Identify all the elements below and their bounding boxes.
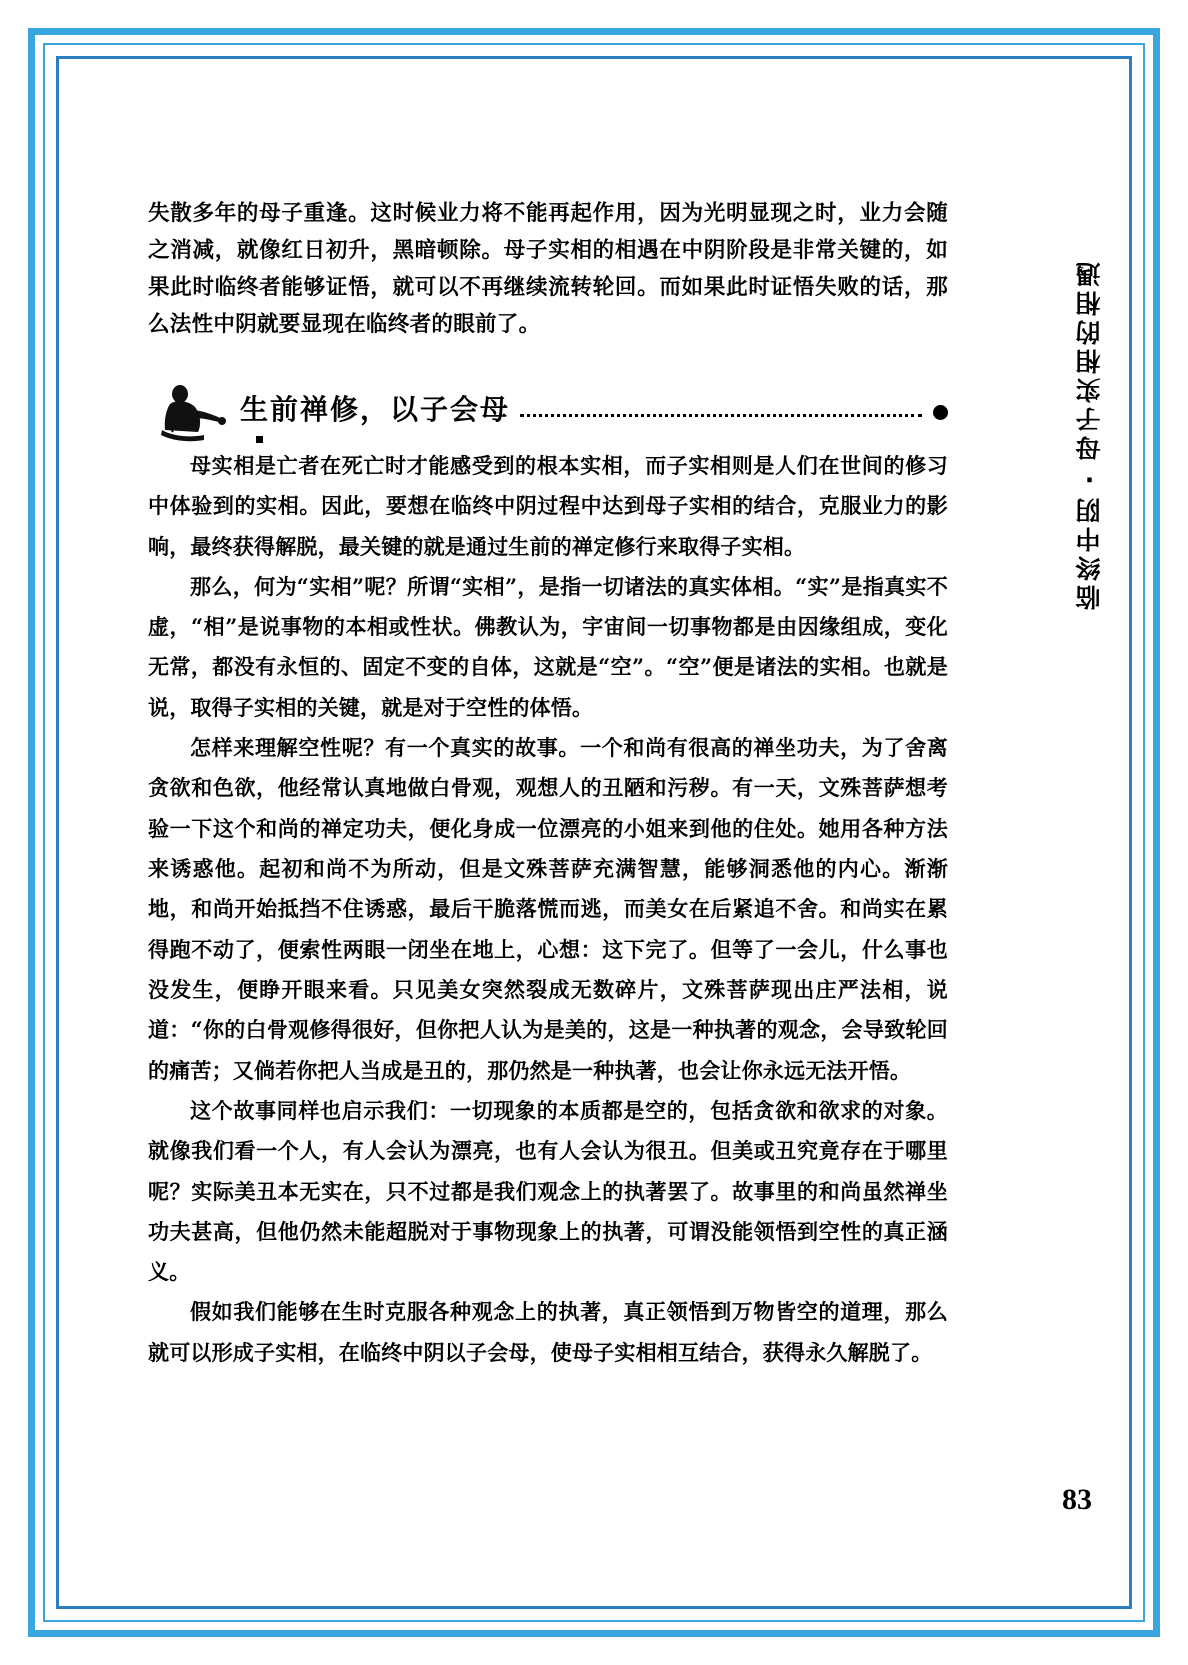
- heading-dot-leader: [520, 414, 922, 417]
- body-paragraph: 假如我们能够在生时克服各种观念上的执著，真正领悟到万物皆空的道理，那么就可以形成子实相，在临终中阴以子会母，使母子实相相互结合，获得永久解脱了。: [148, 1299, 948, 1365]
- body-paragraph: 母实相是亡者在死亡时才能感受到的根本实相，而子实相则是人们在世间的修习中体验到的实相。因此，要想在临终中阴过程中达到母子实相的结合，克服业力的影响，最终获得解脱，最关键的就是通过生前的禅定修行来取得子实相。: [148, 452, 948, 559]
- body-paragraph: 这个故事同样也启示我们：一切现象的本质都是空的，包括贪欲和欲求的对象。就像我们看一个人，有人会认为漂亮，也有人会认为很丑。但美或丑究竟存在于哪里呢？实际美丑本无实在，只不过都是我们观念上的执著罢了。故事里的和尚虽然禅坐功夫甚高，但他仍然未能超脱对于事物现象上的执著，可谓没能领悟到空性的真正涵义。: [148, 1097, 948, 1285]
- intro-paragraph: 失散多年的母子重逢。这时候业力将不能再起作用，因为光明显现之时，业力会随之消减，就像红日初升，黑暗顿除。母子实相的相遇在中阴阶段是非常关键的，如果此时临终者能够证悟，就可以不再继续流转轮回。而如果此时证悟失败的话，那么法性中阴就要显现在临终者的眼前了。: [148, 201, 948, 337]
- heading-accent-dot: [256, 436, 263, 443]
- body-paragraph: 怎样来理解空性呢？有一个真实的故事。一个和尚有很高的禅坐功夫，为了舍离贪欲和色欲，他经常认真地做白骨观，观想人的丑陋和污秽。有一天，文殊菩萨想考验一下这个和尚的禅定功夫，便化身成一位漂亮的小姐来到他的住处。她用各种方法来诱惑他。起初和尚不为所动，但是文殊菩萨充满智慧，能够洞悉他的内心。渐渐地，和尚开始抵挡不住诱惑，最后干脆落慌而逃，而美女在后紧追不舍。和尚实在累得跑不动了，便索性两眼一闭坐在地上，心想：这下完了。但等了一会儿，什么事也没发生，便睁开眼来看。只见美女突然裂成无数碎片，文殊菩萨现出庄严法相，说道：“你的白骨观修得很好，但你把人认为是美的，这是一种执著的观念，会导致轮回的痛苦；又倘若你把人当成是丑的，那仍然是一种执著，也会让你永远无法开悟。: [148, 735, 948, 1083]
- page-number: 83: [1062, 1483, 1092, 1516]
- seated-meditator-icon: [156, 380, 230, 446]
- section-title: 生前禅修，以子会母: [240, 392, 511, 426]
- heading-end-dot: [933, 405, 948, 420]
- body-paragraph: 那么，何为“实相”呢？所谓“实相”，是指一切诸法的真实体相。“实”是指真实不虚，“相”是说事物的本相或性状。佛教认为，宇宙间一切事物都是由因缘组成，变化无常，都没有永恒的、固定不变的自体，这就是“空”。“空”便是诸法的实相。也就是说，取得子实相的关键，就是对于空性的体悟。: [148, 573, 948, 720]
- running-head: 临终中阴·母子实相的相遇: [1075, 258, 1104, 610]
- page-content: [148, 196, 948, 1373]
- section-heading: [148, 380, 948, 446]
